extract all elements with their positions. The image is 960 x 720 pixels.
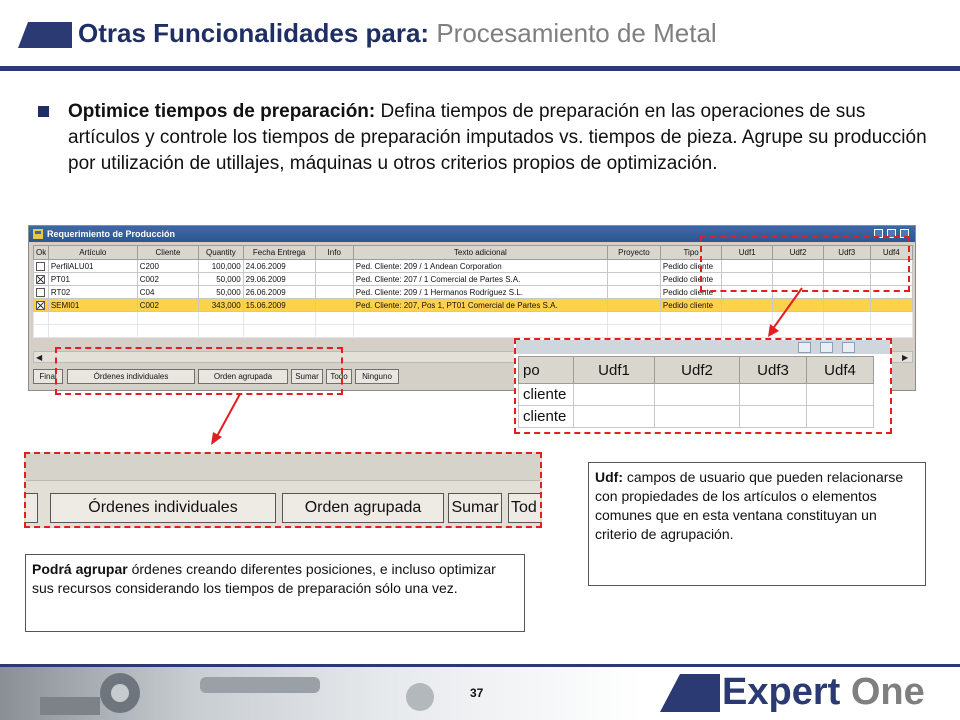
cell-info (315, 260, 353, 273)
cell-fecha: 29.06.2009 (243, 273, 315, 286)
col-header-udf4[interactable]: Udf4 (870, 246, 912, 260)
bullet-icon (38, 106, 49, 117)
group-note-lead: Podrá agrupar (32, 561, 128, 577)
cell-proyecto (607, 273, 660, 286)
cell-texto: Ped. Cliente: 207 / 1 Comercial de Partes S.A. (353, 273, 607, 286)
zoom-cell-tipo: cliente (519, 406, 574, 428)
close-icon (842, 342, 855, 353)
cell-texto: Ped. Cliente: 209 / 1 Andean Corporation (353, 260, 607, 273)
zoom-grouped-order-button: Orden agrupada (282, 493, 444, 523)
minimize-icon (798, 342, 811, 353)
cell-cliente: C200 (137, 260, 198, 273)
cell-fecha: 15.06.2009 (243, 299, 315, 312)
page-title: Otras Funcionalidades para: Procesamiento de Metal (78, 18, 717, 48)
list-item (519, 406, 874, 428)
col-header-ok[interactable]: Ok (34, 246, 49, 260)
cell-cliente: C002 (137, 299, 198, 312)
select-none-button[interactable]: Ninguno (355, 369, 399, 384)
cell-tipo: Pedido cliente (660, 299, 721, 312)
bullet-body: Defina tiempos de preparación en las operaciones de sus artículos y controle los tiempos de preparación imputados vs. tiempos de pieza. Agrupe su producción por utilización de utillajes, máquinas u otros criterios propios de optimización. (68, 101, 927, 174)
zoom-sum-button: Sumar (448, 493, 502, 523)
bullet-lead: Optimice tiempos de preparación: (68, 101, 376, 122)
list-item (519, 384, 874, 406)
cell-proyecto (607, 286, 660, 299)
cell-texto: Ped. Cliente: 207, Pos 1, PT01 Comercial de Partes S.A. (353, 299, 607, 312)
zoom-col-udf1: Udf1 (574, 357, 655, 384)
zoom-strip (26, 454, 542, 481)
col-header-articulo[interactable]: Artículo (48, 246, 137, 260)
cell-articulo: SEMI01 (48, 299, 137, 312)
zoom-col-udf2: Udf2 (655, 357, 740, 384)
maximize-icon (820, 342, 833, 353)
zoom-cell-tipo: cliente (519, 384, 574, 406)
cell-cliente: C002 (137, 273, 198, 286)
col-header-cliente[interactable]: Cliente (137, 246, 198, 260)
cell-texto: Ped. Cliente: 209 / 1 Hermanos Rodríguez S.L. (353, 286, 607, 299)
row-checkbox[interactable] (36, 275, 45, 284)
zoom-titlebar (516, 340, 892, 354)
zoom-individual-orders-button: Órdenes individuales (50, 493, 276, 523)
row-checkbox[interactable] (36, 288, 45, 297)
group-note-body: órdenes creando diferentes posiciones, e incluso optimizar sus recursos considerando los tiempos de preparación sólo una vez. (32, 561, 496, 596)
cell-udf3[interactable] (823, 299, 870, 312)
cell-quantity: 50,000 (199, 273, 243, 286)
cell-info (315, 286, 353, 299)
col-header-info[interactable]: Info (315, 246, 353, 260)
highlight-toolbar-buttons (55, 347, 343, 395)
scroll-left-icon[interactable]: ◀ (36, 353, 43, 362)
zoom-toolbar-buttons (24, 452, 542, 528)
cell-tipo: Pedido cliente (660, 286, 721, 299)
cell-info (315, 299, 353, 312)
cell-articulo: PerfilALU01 (48, 260, 137, 273)
col-header-fecha[interactable]: Fecha Entrega (243, 246, 315, 260)
cell-fecha: 26.06.2009 (243, 286, 315, 299)
grouped-order-button[interactable]: Orden agrupada (198, 369, 288, 384)
col-header-texto[interactable]: Texto adicional (353, 246, 607, 260)
cell-proyecto (607, 260, 660, 273)
page-number: 37 (470, 686, 484, 700)
window-title: Requerimiento de Producción (47, 229, 176, 239)
cell-quantity: 50,000 (199, 286, 243, 299)
machinery-illustration (0, 667, 640, 720)
expert-one-logo: Expert One (722, 671, 925, 713)
zoom-col-udf3: Udf3 (740, 357, 807, 384)
cell-quantity: 343,000 (199, 299, 243, 312)
arrow-udf-icon (760, 286, 810, 340)
zoom-col-udf4: Udf4 (807, 357, 874, 384)
col-header-proyecto[interactable]: Proyecto (607, 246, 660, 260)
cell-cliente: C04 (137, 286, 198, 299)
udf-note (588, 462, 926, 586)
zoom-select-all-button: Tod (508, 493, 542, 523)
zoom-udf-table (518, 356, 874, 428)
group-note (25, 554, 525, 632)
cell-tipo: Pedido cliente (660, 273, 721, 286)
cell-articulo: RT02 (48, 286, 137, 299)
title-divider (0, 66, 960, 71)
header-logo-mark (18, 22, 72, 48)
udf-note-body: campos de usuario que pueden relacionarse con propiedades de los artículos o elementos comunes que en esta ventana constituyan un criterio de agrupación. (595, 469, 904, 542)
window-app-icon (33, 229, 43, 239)
arrow-buttons-icon (204, 392, 248, 448)
cell-fecha: 24.06.2009 (243, 260, 315, 273)
footer-machinery-image (0, 667, 640, 720)
row-checkbox[interactable] (36, 301, 45, 310)
cell-articulo: PT01 (48, 273, 137, 286)
scroll-right-icon[interactable]: ▶ (902, 353, 909, 362)
udf-note-lead: Udf: (595, 469, 623, 485)
zoom-udf-columns (514, 338, 892, 434)
finalize-button[interactable]: Final (33, 369, 63, 384)
cell-quantity: 100,000 (199, 260, 243, 273)
sum-button[interactable]: Sumar (291, 369, 323, 384)
row-checkbox[interactable] (36, 262, 45, 271)
expert-one-logo-icon (660, 674, 720, 712)
highlight-udf-columns (700, 236, 910, 292)
select-all-button[interactable]: Todo (326, 369, 352, 384)
col-header-udf3[interactable]: Udf3 (823, 246, 870, 260)
bullet-paragraph (68, 99, 928, 177)
col-header-quantity[interactable]: Quantity (199, 246, 243, 260)
col-header-tipo[interactable]: Tipo (660, 246, 721, 260)
individual-orders-button[interactable]: Órdenes individuales (67, 369, 195, 384)
cell-udf4[interactable] (870, 299, 912, 312)
cell-info (315, 273, 353, 286)
col-header-udf2[interactable]: Udf2 (773, 246, 824, 260)
zoom-col-tipo: po (519, 357, 574, 384)
cell-proyecto (607, 299, 660, 312)
zoom-finalize-button (24, 493, 38, 523)
cell-tipo: Pedido cliente (660, 260, 721, 273)
col-header-udf1[interactable]: Udf1 (722, 246, 773, 260)
